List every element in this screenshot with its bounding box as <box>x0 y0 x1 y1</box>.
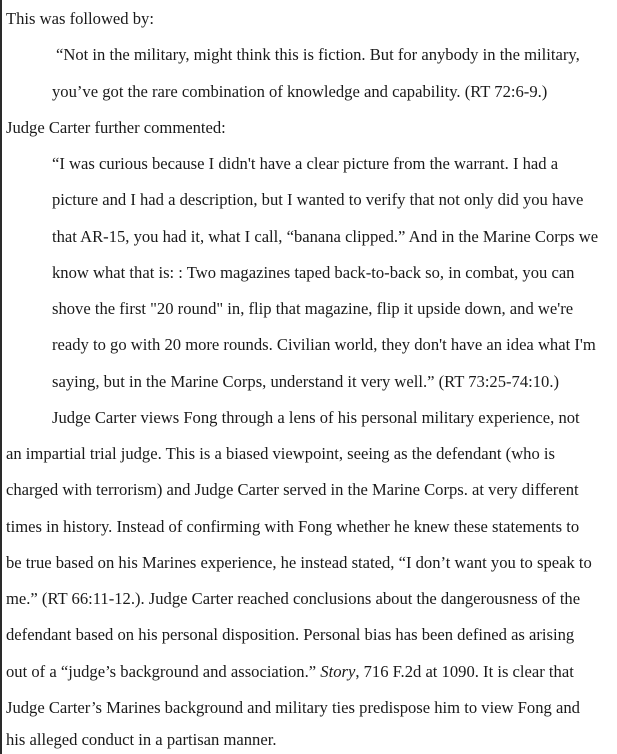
text-line: me.” (RT 66:11-12.). Judge Carter reached conclusions about the dangerousness of the <box>6 589 581 608</box>
citation-line <box>6 662 574 682</box>
paragraph-first-line: Judge Carter views Fong through a lens of his personal military experience, not <box>52 408 580 427</box>
text-line: an impartial trial judge. This is a biased viewpoint, seeing as the defendant (who is <box>6 444 555 463</box>
text-line: his alleged conduct in a partisan manner. <box>6 730 277 749</box>
quote-line: ready to go with 20 more rounds. Civilian world, they don't have an idea what I'm <box>52 335 596 354</box>
citation-text-after: , 716 F.2d at 1090. It is clear that <box>355 662 574 681</box>
case-name-italic: Story <box>320 662 356 681</box>
text-line: Judge Carter further commented: <box>6 118 226 137</box>
text-line: defendant based on his personal disposition. Personal bias has been defined as arising <box>6 625 575 644</box>
text-line: Judge Carter’s Marines background and military ties predispose him to view Fong and <box>6 698 580 717</box>
quote-line: saying, but in the Marine Corps, understand it very well.” (RT 73:25-74:10.) <box>52 372 560 391</box>
quote-line: “Not in the military, might think this is fiction. But for anybody in the military, <box>56 45 580 64</box>
quote-line: picture and I had a description, but I wanted to verify that not only did you have <box>52 190 584 209</box>
citation-text-before: out of a “judge’s background and association.” <box>6 662 321 681</box>
quote-line: know what that is: : Two magazines taped back-to-back so, in combat, you can <box>52 263 575 282</box>
text-line: times in history. Instead of confirming with Fong whether he knew these statements to <box>6 517 580 536</box>
text-line: This was followed by: <box>6 9 154 28</box>
text-line: charged with terrorism) and Judge Carter served in the Marine Corps. at very different <box>6 480 579 499</box>
page-edge-rule <box>0 0 2 754</box>
quote-line: shove the first "20 round" in, flip that magazine, flip it upside down, and we're <box>52 299 574 318</box>
quote-line: you’ve got the rare combination of knowledge and capability. (RT 72:6-9.) <box>52 82 548 101</box>
quote-line: that AR-15, you had it, what I call, “banana clipped.” And in the Marine Corps we <box>52 227 599 246</box>
quote-line: “I was curious because I didn't have a clear picture from the warrant. I had a <box>52 154 559 173</box>
text-line: be true based on his Marines experience, he instead stated, “I don’t want you to speak to <box>6 553 592 572</box>
